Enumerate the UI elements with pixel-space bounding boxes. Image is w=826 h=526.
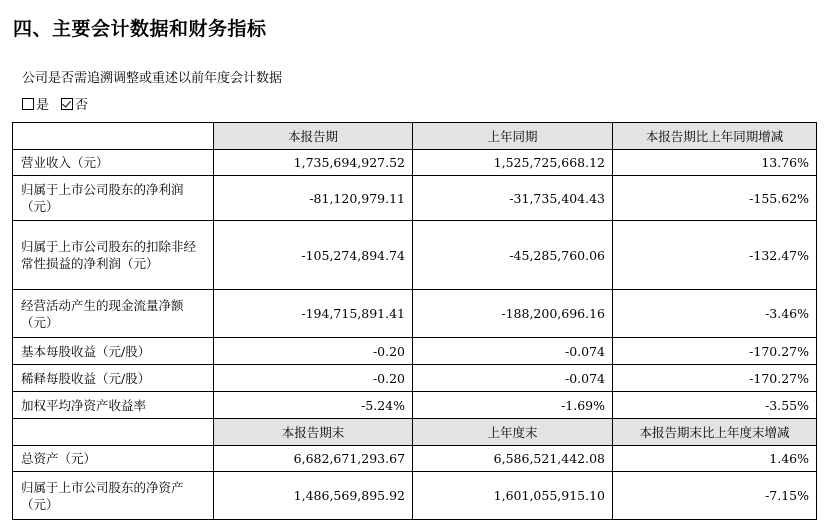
prior-period-value: 1,525,725,668.12 [413,150,613,176]
change-value: -155.62% [613,176,817,221]
prior-period-value: -0.074 [413,338,613,365]
row-label: 基本每股收益（元/股） [13,338,214,365]
table-row [13,221,817,290]
unchecked-box-icon[interactable] [22,98,34,110]
table-header-row [13,419,817,446]
row-label: 归属于上市公司股东的净利润（元） [13,176,214,221]
current-period-value: -0.20 [214,365,413,392]
restatement-question: 公司是否需追溯调整或重述以前年度会计数据 [22,71,283,86]
prior-period-value: 6,586,521,442.08 [413,446,613,472]
table-header-row [13,123,817,150]
change-value: -170.27% [613,338,817,365]
current-period-value: 1,735,694,927.52 [214,150,413,176]
current-period-value: 1,486,569,895.92 [214,472,413,520]
choice-yes-label: 是 [36,98,50,113]
checked-box-icon[interactable] [61,98,73,110]
header-cell: 本报告期末 [214,419,413,446]
prior-period-value: 1,601,055,915.10 [413,472,613,520]
prior-period-value: -1.69% [413,392,613,419]
prior-period-value: -0.074 [413,365,613,392]
current-period-value: -81,120,979.11 [214,176,413,221]
current-period-value: -0.20 [214,338,413,365]
restatement-choices [22,94,96,113]
header-cell: 本报告期比上年同期增减 [613,123,817,150]
change-value: 1.46% [613,446,817,472]
row-label: 营业收入（元） [13,150,214,176]
prior-period-value: -188,200,696.16 [413,290,613,338]
change-value: 13.76% [613,150,817,176]
current-period-value: -194,715,891.41 [214,290,413,338]
section-title: 四、主要会计数据和财务指标 [13,18,267,40]
current-period-value: 6,682,671,293.67 [214,446,413,472]
financial-data-table [12,122,817,520]
header-cell: 本报告期末比上年度末增减 [613,419,817,446]
row-label: 归属于上市公司股东的扣除非经常性损益的净利润（元） [13,221,214,290]
choice-no-label: 否 [75,98,89,113]
change-value: -132.47% [613,221,817,290]
prior-period-value: -45,285,760.06 [413,221,613,290]
table-row [13,150,817,176]
change-value: -3.46% [613,290,817,338]
row-label: 经营活动产生的现金流量净额（元） [13,290,214,338]
header-cell: 本报告期 [214,123,413,150]
header-cell: 上年同期 [413,123,613,150]
row-label: 稀释每股收益（元/股） [13,365,214,392]
choice-yes[interactable] [22,94,49,113]
current-period-value: -5.24% [214,392,413,419]
table-row [13,338,817,365]
row-label: 加权平均净资产收益率 [13,392,214,419]
table-row [13,472,817,520]
change-value: -170.27% [613,365,817,392]
row-label: 归属于上市公司股东的净资产（元） [13,472,214,520]
table-row [13,392,817,419]
row-label: 总资产（元） [13,446,214,472]
table-row [13,176,817,221]
table-row [13,365,817,392]
change-value: -7.15% [613,472,817,520]
change-value: -3.55% [613,392,817,419]
header-cell: 上年度末 [413,419,613,446]
table-row [13,290,817,338]
header-blank-cell [13,419,214,446]
prior-period-value: -31,735,404.43 [413,176,613,221]
current-period-value: -105,274,894.74 [214,221,413,290]
header-blank-cell [13,123,214,150]
table-row [13,446,817,472]
choice-no[interactable] [61,94,88,113]
